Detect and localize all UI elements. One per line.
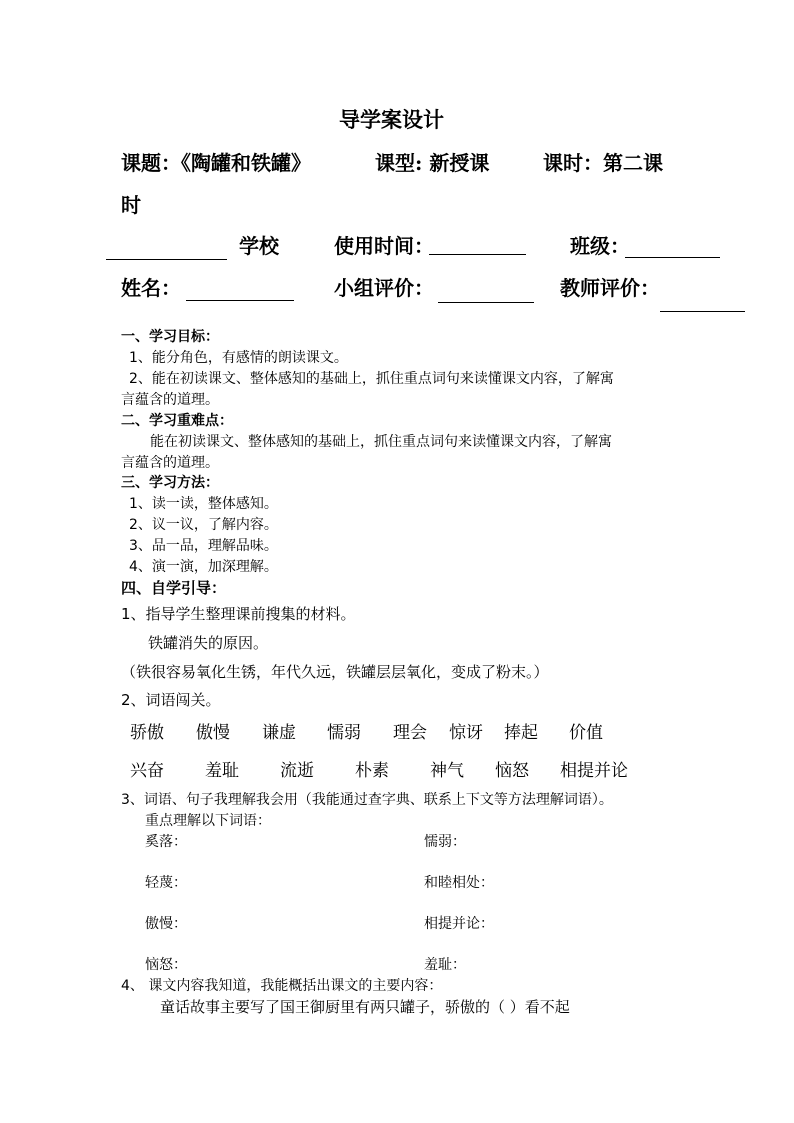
section-1-item: 1、能分角色，有感情的朗读课文。 [129,350,348,366]
vocab-term: 恼怒： [145,957,187,973]
section-3-item: 1、读一读，整体感知。 [129,496,278,512]
school-blank [106,259,227,260]
question-3: 3、词语、句子我理解我会用（我能通过查字典、联系上下文等方法理解词语）。 [121,792,613,808]
group-eval-label: 小组评价： [334,276,434,300]
section-2-text-cont: 言蕴含的道理。 [121,455,219,471]
question-4-text: 童话故事主要写了国王御厨里有两只罐子，骄傲的（ ）看不起 [160,998,570,1016]
group-eval-blank [438,302,534,303]
section-3-item: 2、议一议，了解内容。 [129,517,278,533]
section-3-item: 4、演一演，加深理解。 [129,559,278,575]
question-1-answer: （铁很容易氧化生锈，年代久远，铁罐层层氧化，变成了粉末。） [121,663,549,681]
word-item: 傲慢 [196,723,230,743]
vocab-term: 羞耻： [424,957,466,973]
teacher-eval-blank [660,311,745,312]
word-item: 流逝 [280,761,314,781]
section-2-title: 二、学习重难点： [121,413,233,429]
vocab-term: 奚落： [145,834,187,850]
vocab-term: 相提并论： [424,916,494,932]
question-3-sub: 重点理解以下词语： [145,813,271,829]
word-item: 惊讶 [449,723,483,743]
class-blank [625,257,720,258]
section-3-title: 三、学习方法： [121,475,219,491]
section-1-item-cont: 言蕴含的道理。 [121,392,219,408]
word-item: 神气 [430,761,464,781]
name-blank [186,300,294,301]
word-item: 兴奋 [130,761,164,781]
school-label: 学校 [239,234,279,258]
class-label: 班级： [570,234,630,258]
name-label: 姓名： [121,276,181,300]
question-1-sub: 铁罐消失的原因。 [148,634,269,652]
question-4: 4、 课文内容我知道，我能概括出课文的主要内容： [121,978,443,994]
word-item: 羞耻 [205,761,239,781]
lesson-type: 课型: 新授课 [375,151,490,175]
word-item: 价值 [569,723,603,743]
word-item: 理会 [393,723,427,743]
word-item: 懦弱 [327,723,361,743]
question-2: 2、词语闯关。 [121,691,221,709]
section-1-item: 2、能在初读课文、整体感知的基础上，抓住重点词句来读懂课文内容，了解寓 [129,371,614,387]
section-1-title: 一、学习目标： [121,329,219,345]
section-4-title: 四、自学引导： [121,579,227,597]
word-item: 谦虚 [262,723,296,743]
word-item: 捧起 [504,723,538,743]
question-1: 1、指导学生整理课前搜集的材料。 [121,605,356,623]
word-item: 骄傲 [130,723,164,743]
vocab-term: 懦弱： [424,834,466,850]
section-3-item: 3、品一品，理解品味。 [129,538,278,554]
vocab-term: 和睦相处： [424,875,494,891]
use-time-blank [429,254,526,255]
teacher-eval-label: 教师评价： [560,276,660,300]
lesson-period: 课时：第二课 [543,151,663,175]
page-title: 导学案设计 [339,107,444,132]
vocab-term: 轻蔑： [145,875,187,891]
section-2-text: 能在初读课文、整体感知的基础上，抓住重点词句来读懂课文内容，了解寓 [150,434,612,450]
word-item: 恼怒 [495,761,529,781]
topic-line: 课题：《陶罐和铁罐》 [121,151,311,175]
word-item: 相提并论 [560,761,628,781]
lesson-period-cont: 时 [121,193,141,217]
vocab-term: 傲慢： [145,916,187,932]
word-item: 朴素 [355,761,389,781]
use-time-label: 使用时间： [334,234,434,258]
